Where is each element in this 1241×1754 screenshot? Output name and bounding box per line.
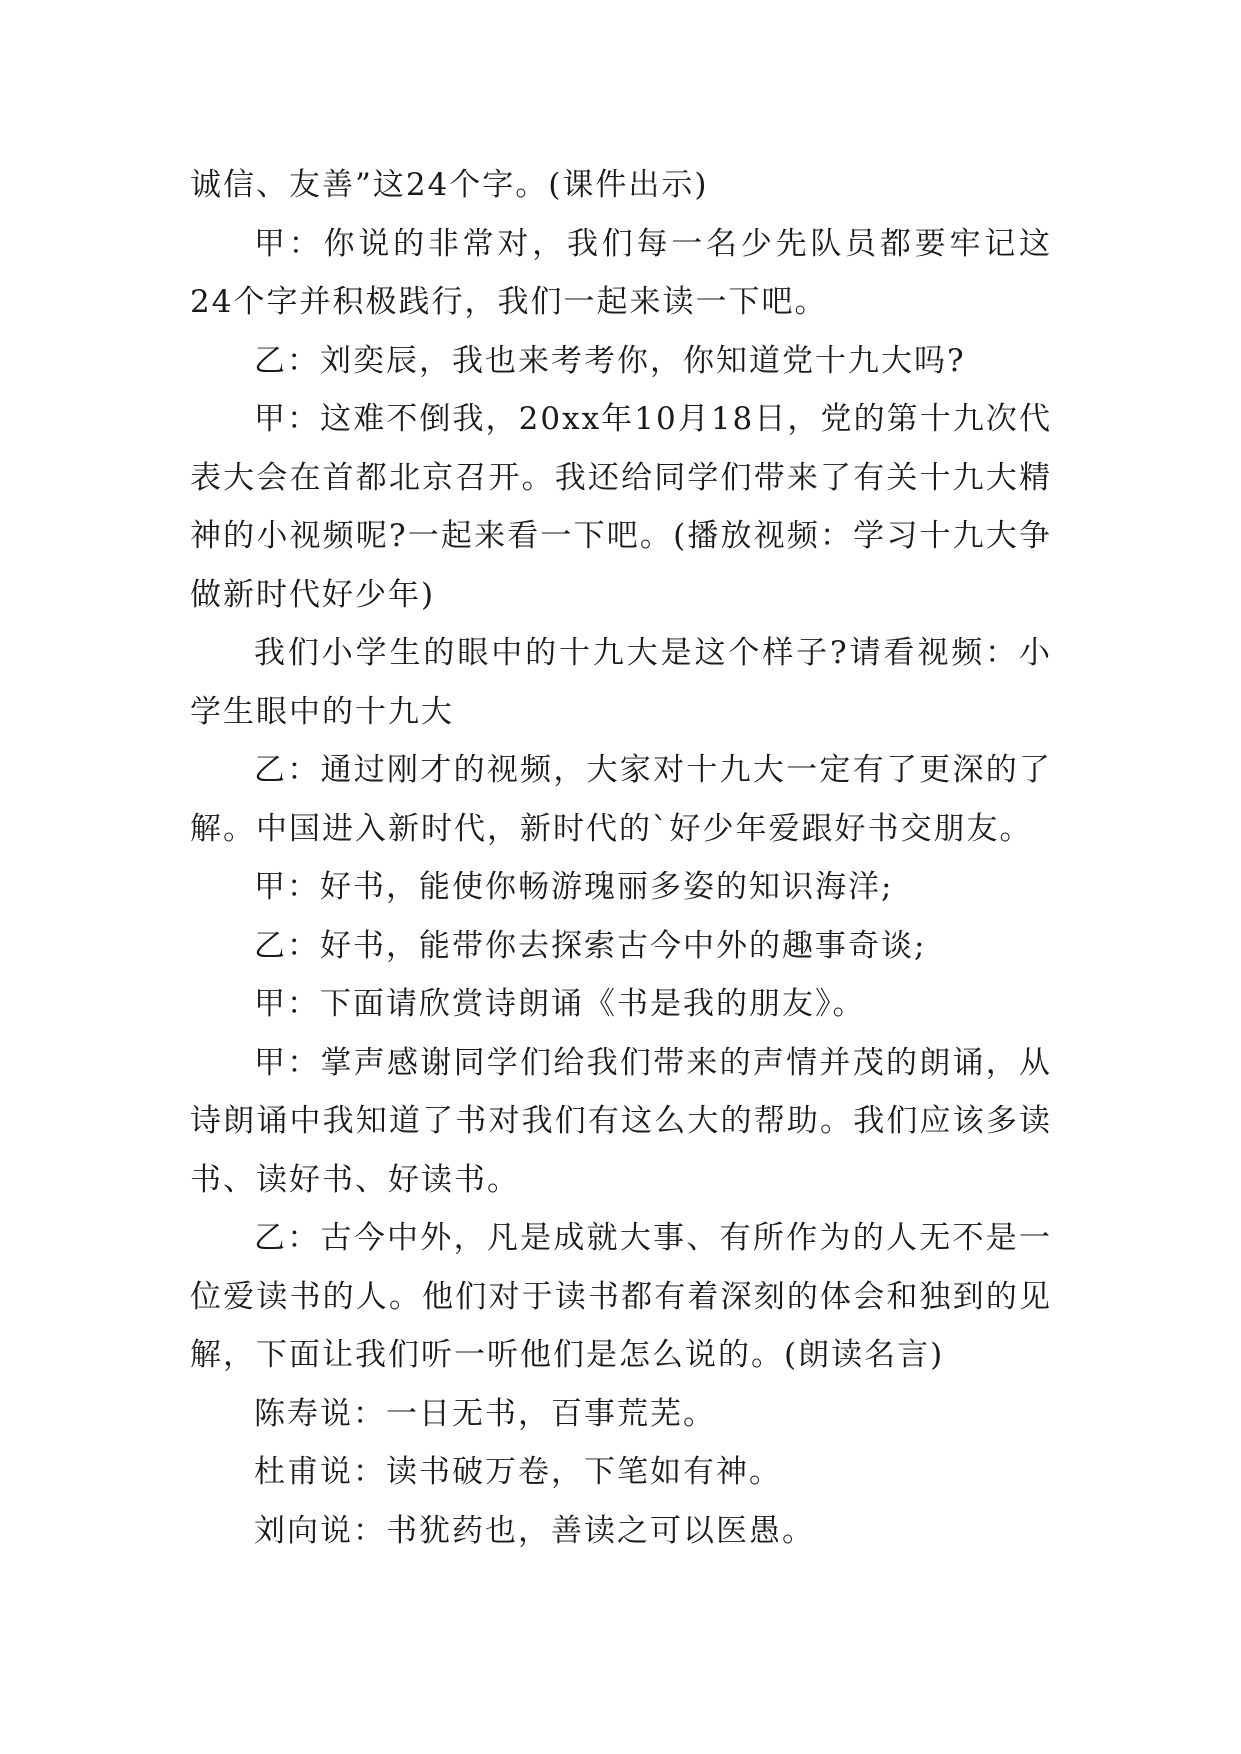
paragraph-6: 乙：通过刚才的视频，大家对十九大一定有了更深的了解。中国进入新时代，新时代的`好少年爱跟好书交朋友。 (190, 752, 1052, 847)
paragraph-5: 我们小学生的眼中的十九大是这个样子?请看视频：小学生眼中的十九大 (190, 635, 1052, 730)
paragraph-3: 乙：刘奕辰，我也来考考你，你知道党十九大吗? (254, 342, 966, 379)
paragraph-2: 甲：你说的非常对，我们每一名少先队员都要牢记这24个字并积极践行，我们一起来读一下吧。 (190, 225, 1052, 320)
paragraph-8: 乙：好书，能带你去探索古今中外的趣事奇谈; (254, 927, 927, 964)
paragraph-4: 甲：这难不倒我，20xx年10月18日，党的第十九次代表大会在首都北京召开。我还给同学们带来了有关十九大精神的小视频呢?一起来看一下吧。(播放视频：学习十九大争做新时代好少年) (190, 401, 1052, 613)
paragraph-11: 乙：古今中外，凡是成就大事、有所作为的人无不是一位爱读书的人。他们对于读书都有着深刻的体会和独到的见解，下面让我们听一听他们是怎么说的。(朗读名言) (190, 1220, 1052, 1373)
document-page (190, 156, 1052, 1560)
paragraph-12: 陈寿说：一日无书，百事荒芜。 (254, 1395, 716, 1432)
paragraph-14: 刘向说：书犹药也，善读之可以医愚。 (254, 1512, 815, 1549)
paragraph-9: 甲：下面请欣赏诗朗诵《书是我的朋友》。 (254, 986, 866, 1022)
paragraph-13: 杜甫说：读书破万卷，下笔如有神。 (254, 1454, 782, 1490)
paragraph-10: 甲：掌声感谢同学们给我们带来的声情并茂的朗诵，从诗朗诵中我知道了书对我们有这么大的帮助。我们应该多读书、读好书、好读书。 (190, 1044, 1052, 1198)
paragraph-7: 甲：好书，能使你畅游瑰丽多姿的知识海洋; (254, 869, 894, 905)
paragraph-1: 诚信、友善”这24个字。(课件出示) (190, 167, 709, 203)
